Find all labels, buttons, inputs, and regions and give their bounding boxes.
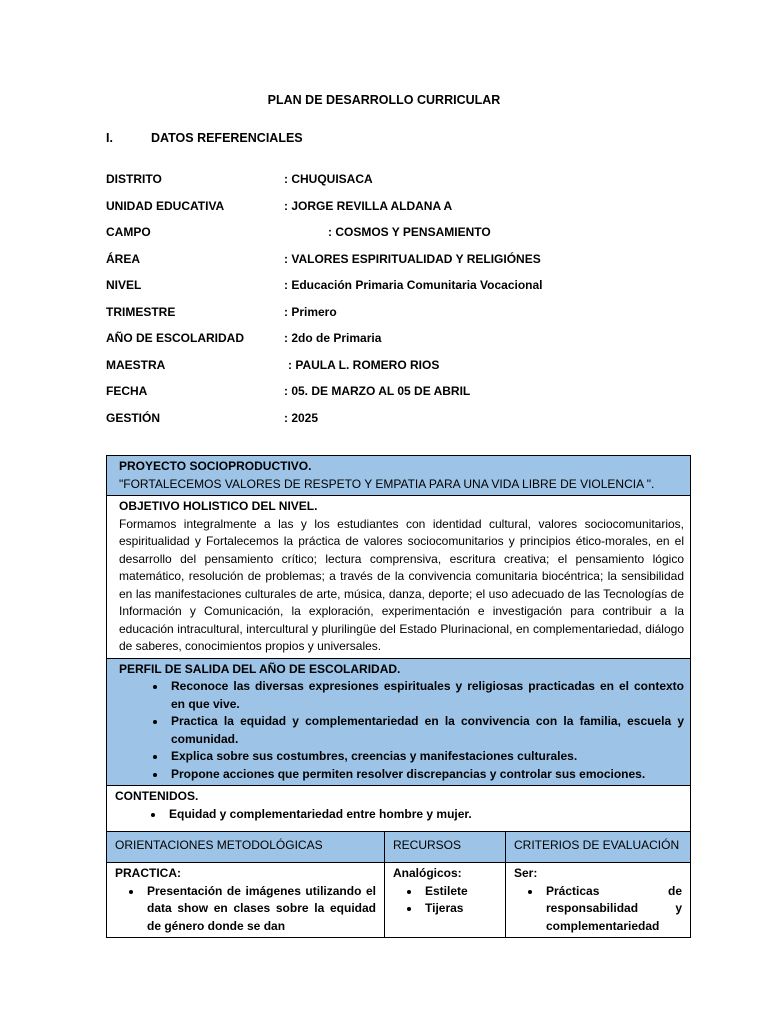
field-fecha <box>106 384 666 411</box>
field-label: MAESTRA <box>106 357 166 372</box>
field-value: : JORGE REVILLA ALDANA A <box>284 198 453 213</box>
list-item: • Practica la equidad y complementariedad en la convivencia con la familia, escuela y comunidad. <box>167 713 684 748</box>
field-value: : PAULA L. ROMERO RIOS <box>288 357 440 372</box>
field-unidad-educativa <box>106 199 666 226</box>
field-campo <box>106 225 666 252</box>
criterios-list <box>514 883 682 936</box>
field-label: TRIMESTRE <box>106 304 176 319</box>
list-item: • Prácticas de responsabilidad y complementariedad <box>542 883 682 936</box>
field-value: : Primero <box>284 304 337 319</box>
field-value: : COSMOS Y PENSAMIENTO <box>328 225 491 239</box>
field-value: : VALORES ESPIRITUALIDAD Y RELIGIÓNES <box>284 251 541 266</box>
recursos-cell <box>385 863 506 937</box>
field-anio-escolaridad <box>106 331 666 358</box>
list-item: • Propone acciones que permiten resolver discrepancias y controlar sus emociones. <box>167 766 684 784</box>
contenidos-row <box>107 786 690 832</box>
practica-cell <box>107 863 385 937</box>
proyecto-text: "FORTALECEMOS VALORES DE RESPETO Y EMPATIA PARA UNA VIDA LIBRE DE VIOLENCIA ". <box>119 476 655 491</box>
section-number: I. <box>106 131 113 145</box>
columns-header-row <box>107 832 690 863</box>
column-header-criterios: CRITERIOS DE EVALUACIÓN <box>506 832 690 862</box>
field-distrito <box>106 172 666 199</box>
recursos-list <box>393 883 497 918</box>
field-trimestre <box>106 305 666 332</box>
objetivo-heading: OBJETIVO HOLISTICO DEL NIVEL. <box>119 499 318 513</box>
field-value: : 2025 <box>284 410 319 425</box>
list-item: • Estilete <box>421 883 497 901</box>
field-label: UNIDAD EDUCATIVA <box>106 198 225 213</box>
perfil-row <box>107 659 690 787</box>
field-label: ÁREA <box>106 251 141 266</box>
list-item: • Reconoce las diversas expresiones espirituales y religiosas practicadas en el contexto en que vive. <box>167 678 684 713</box>
contenidos-heading: CONTENIDOS. <box>115 789 199 803</box>
field-nivel <box>106 278 666 305</box>
proyecto-heading: PROYECTO SOCIOPRODUCTIVO. <box>119 459 312 473</box>
field-area <box>106 252 666 279</box>
columns-body-row <box>107 863 690 937</box>
criterios-cell <box>506 863 690 937</box>
field-label: FECHA <box>106 384 148 398</box>
contenidos-list <box>115 806 684 824</box>
field-gestion <box>106 411 666 438</box>
curriculum-table <box>106 455 691 938</box>
perfil-list <box>119 678 684 783</box>
field-label: AÑO DE ESCOLARIDAD <box>106 331 245 345</box>
field-maestra <box>106 358 666 385</box>
list-item: • Equidad y complementariedad entre hombre y mujer. <box>165 806 684 824</box>
reference-fields <box>106 172 666 437</box>
field-label: GESTIÓN <box>106 410 161 425</box>
section-heading <box>106 131 303 145</box>
list-item: • Presentación de imágenes utilizando el data show en clases sobre la equidad de género donde se dan <box>143 883 376 936</box>
list-item: • Tijeras <box>421 900 497 918</box>
section-title: DATOS REFERENCIALES <box>151 131 303 145</box>
perfil-heading: PERFIL DE SALIDA DEL AÑO DE ESCOLARIDAD. <box>119 661 401 676</box>
objetivo-row <box>107 496 690 659</box>
proyecto-row <box>107 456 690 496</box>
criterios-heading: Ser: <box>514 866 538 880</box>
objetivo-text: Formamos integralmente a las y los estudiantes con identidad cultural, valores sociocomunitarios, espiritualidad y Fortalecemos la práctica de valores sociocomunitarios y principios ético-morales, en el desarrollo del pensamiento crítico; lectura comprensiva, escritura creativa; el pensamiento lógico matemático, resolución de problemas; a través de la convivencia comunitaria biocéntrica; la sensibilidad en las manifestaciones culturales de arte, música, danza, deporte; el uso adecuado de las Tecnologías de Información y Comunicación, la exploración, experimentación e investigación para contribuir a la educación intracultural, intercultural y plurilingüe del Estado Plurinacional, en complementariedad, diálogo de saberes, conocimientos propios y universales. <box>119 516 684 653</box>
field-label: CAMPO <box>106 225 151 239</box>
recursos-heading: Analógicos: <box>393 866 462 880</box>
document-title: PLAN DE DESARROLLO CURRICULAR <box>267 93 501 107</box>
field-value: : 05. DE MARZO AL 05 DE ABRIL <box>284 384 471 398</box>
field-value: : 2do de Primaria <box>284 331 382 345</box>
column-header-orientaciones: ORIENTACIONES METODOLÓGICAS <box>107 832 385 862</box>
list-item: • Explica sobre sus costumbres, creencias y manifestaciones culturales. <box>167 748 684 766</box>
field-label: DISTRITO <box>106 172 162 186</box>
field-value: : Educación Primaria Comunitaria Vocacional <box>284 278 543 292</box>
field-value: : CHUQUISACA <box>284 172 373 186</box>
column-header-recursos: RECURSOS <box>385 832 506 862</box>
practica-heading: PRACTICA: <box>115 866 181 880</box>
field-label: NIVEL <box>106 278 142 292</box>
practica-list <box>115 883 376 936</box>
